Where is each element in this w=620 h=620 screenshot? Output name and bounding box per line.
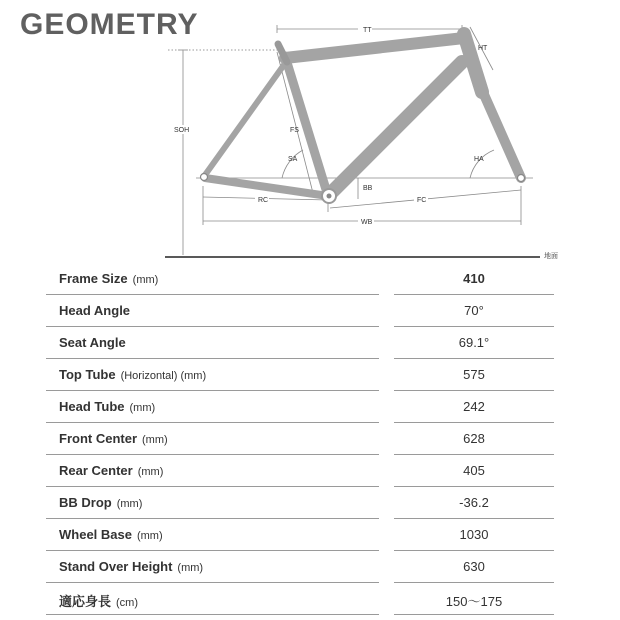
tt-label: TT (363, 27, 372, 34)
spec-value: 1030 (459, 527, 489, 542)
spec-label: Stand Over Height (59, 559, 173, 574)
fc-label: FC (417, 197, 427, 204)
spec-label: Top Tube (59, 367, 116, 382)
spec-unit: (Horizontal) (mm) (120, 370, 207, 382)
spec-row-head-angle (46, 295, 554, 327)
top-tube (285, 38, 464, 58)
spec-value: 630 (463, 559, 485, 574)
seat-tube (285, 56, 328, 196)
spec-label: Rear Center (59, 463, 133, 478)
spec-value: 69.1° (458, 335, 490, 350)
spec-row-bb-drop (46, 487, 554, 519)
bb-label: BB (363, 185, 373, 192)
spec-label: Seat Angle (59, 335, 126, 350)
spec-value: 410 (463, 271, 485, 286)
spec-table (46, 263, 554, 615)
fs-label: FS (290, 127, 299, 134)
spec-row-front-center (46, 423, 554, 455)
spec-unit: (cm) (116, 597, 139, 609)
page-title: GEOMETRY (20, 8, 199, 41)
spec-unit: (mm) (137, 466, 164, 478)
spec-label: BB Drop (59, 495, 112, 510)
spec-value: -36.2 (459, 495, 489, 510)
spec-value: 242 (463, 399, 485, 414)
ground-label: 地面 (544, 253, 558, 260)
spec-row-top-tube (46, 359, 554, 391)
spec-row-wheel-base (46, 519, 554, 551)
seat-stay (205, 62, 286, 175)
front-axle (518, 175, 525, 182)
wb-label: WB (361, 219, 373, 226)
spec-label: Head Angle (59, 303, 131, 318)
spec-unit: (mm) (136, 530, 163, 542)
spec-label: Head Tube (59, 399, 125, 414)
spec-row-head-tube (46, 391, 554, 423)
spec-label: 適応身長 (59, 594, 112, 609)
spec-unit: (mm) (129, 402, 156, 414)
down-tube (332, 62, 462, 192)
rear-axle (201, 174, 208, 181)
spec-label: Wheel Base (59, 527, 132, 542)
ha-arc (470, 150, 494, 178)
spec-unit: (mm) (142, 434, 168, 446)
spec-row-seat-angle (46, 327, 554, 359)
sa-label: SA (288, 156, 298, 163)
frame-geometry-diagram (0, 0, 620, 265)
spec-row-rider-height (46, 583, 554, 615)
ht-label: HT (478, 45, 488, 52)
spec-unit: (mm) (177, 562, 204, 574)
head-tube (464, 34, 482, 92)
spec-value: 150〜175 (445, 594, 503, 609)
spec-row-stand-over-height (46, 551, 554, 583)
spec-unit: (mm) (116, 498, 143, 510)
spec-value: 628 (463, 431, 485, 446)
soh-label: SOH (174, 127, 190, 134)
spec-row-frame-size (46, 263, 554, 295)
spec-value: 70° (464, 303, 484, 318)
rc-label: RC (258, 197, 269, 204)
sa-arc (282, 150, 303, 178)
fork (482, 90, 521, 178)
spec-row-rear-center (46, 455, 554, 487)
spec-value: 405 (463, 463, 485, 478)
spec-unit: (mm) (132, 274, 159, 286)
spec-value: 575 (463, 367, 485, 382)
spec-label: Frame Size (59, 271, 128, 286)
ha-label: HA (474, 156, 484, 163)
spec-label: Front Center (59, 431, 137, 446)
